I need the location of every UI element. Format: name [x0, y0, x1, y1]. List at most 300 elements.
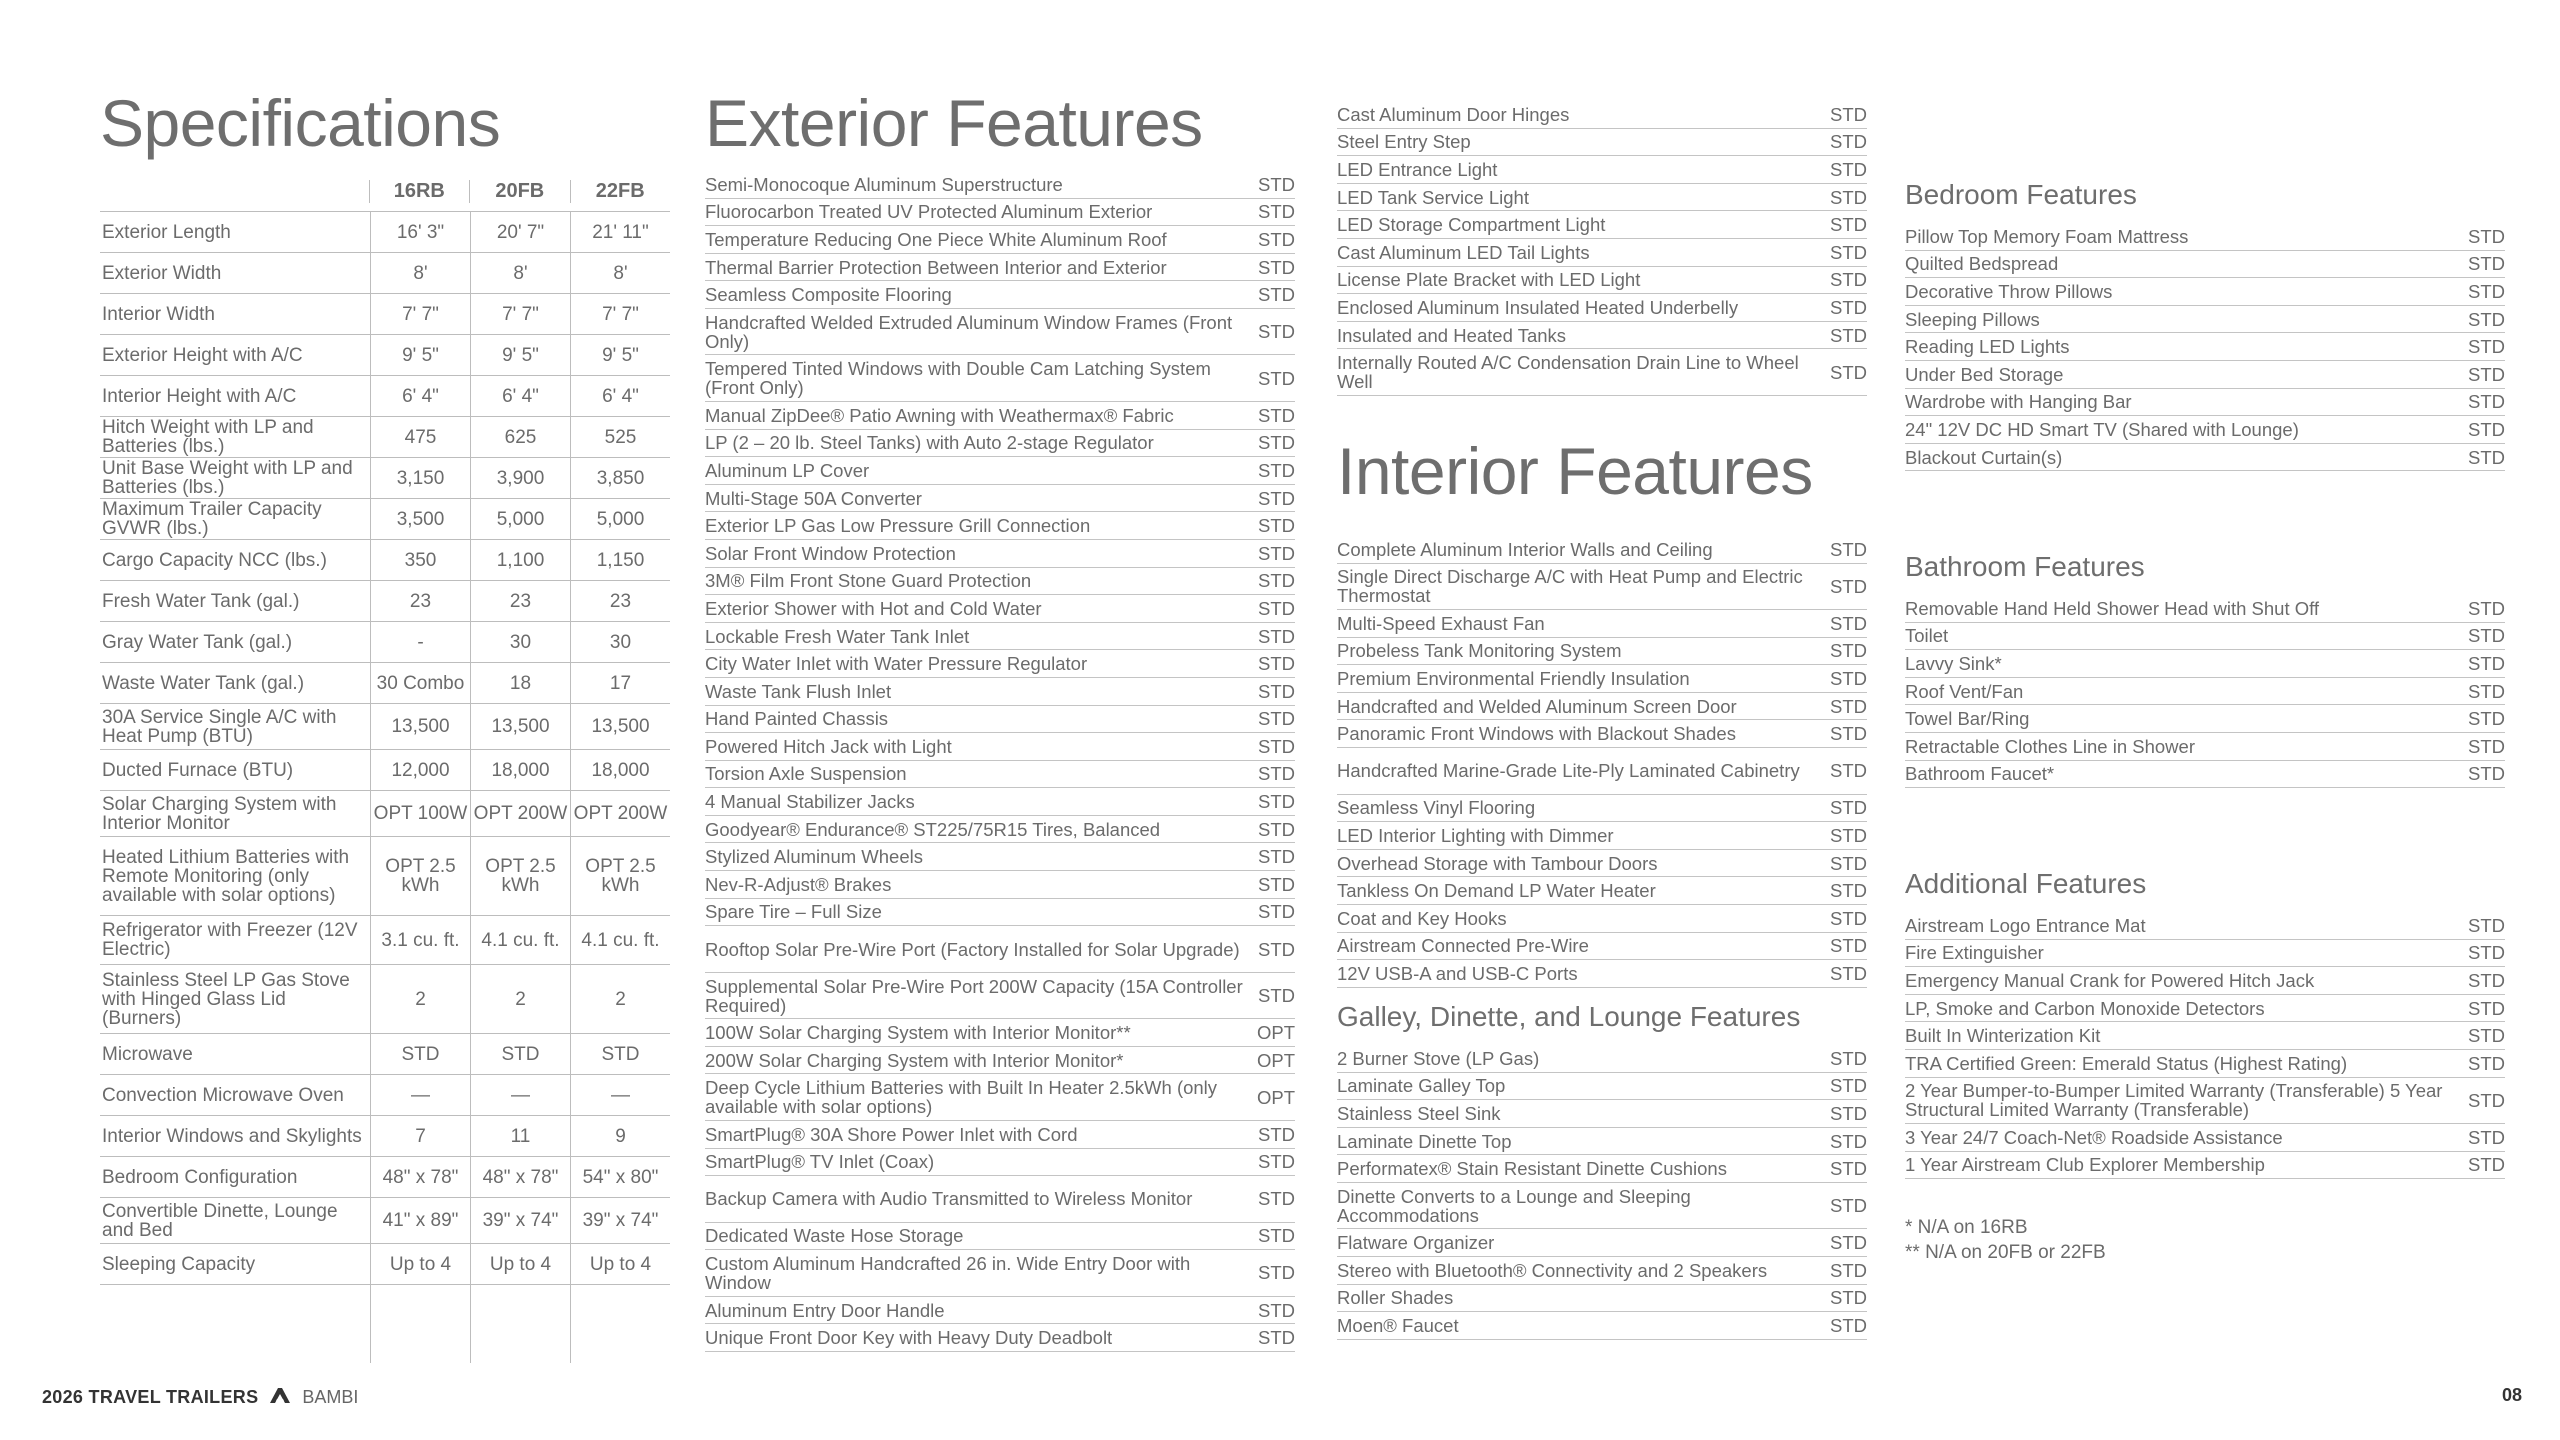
feature-row [1337, 156, 1867, 184]
feature-label: Moen® Faucet [1337, 1315, 1459, 1337]
feature-label: 12V USB-A and USB-C Ports [1337, 962, 1578, 984]
feature-status: STD [2468, 446, 2505, 468]
feature-status: STD [2468, 997, 2505, 1019]
spec-row [100, 253, 670, 294]
feature-status: STD [1830, 296, 1867, 318]
feature-label: Decorative Throw Pillows [1905, 280, 2113, 302]
spec-value: 6' 4" [570, 376, 670, 416]
feature-row [705, 595, 1295, 623]
spec-value: 39" x 74" [470, 1198, 570, 1243]
feature-label: 3 Year 24/7 Coach-Net® Roadside Assistance [1905, 1126, 2283, 1148]
feature-row [1905, 444, 2505, 472]
feature-row [705, 540, 1295, 568]
feature-row [705, 1149, 1295, 1177]
feature-label: LED Entrance Light [1337, 158, 1498, 180]
feature-row [1905, 306, 2505, 334]
spec-value: 8' [570, 253, 670, 293]
feature-label: Airstream Logo Entrance Mat [1905, 914, 2146, 936]
feature-status: STD [2468, 1126, 2505, 1148]
feature-row [705, 1074, 1295, 1121]
feature-row [1337, 564, 1867, 611]
feature-status: STD [2468, 1154, 2505, 1176]
spec-value: OPT 100W [370, 791, 470, 836]
spec-row [100, 1034, 670, 1075]
feature-label: Stereo with Bluetooth® Connectivity and 2 Speakers [1337, 1259, 1768, 1281]
feature-row [1905, 912, 2505, 940]
feature-label: 100W Solar Charging System with Interior Monitor** [705, 1022, 1131, 1044]
spec-label: Convertible Dinette, Lounge and Bed [102, 1200, 338, 1241]
feature-label: Goodyear® Endurance® ST225/75R15 Tires, Balanced [705, 818, 1161, 840]
feature-status: STD [1258, 404, 1295, 426]
spec-header-row [100, 171, 670, 212]
feature-row [1337, 638, 1867, 666]
feature-status: STD [1830, 797, 1867, 819]
spec-value: 18,000 [570, 750, 670, 790]
feature-row [1337, 349, 1867, 396]
additional-features-title: Additional Features [1905, 868, 2147, 899]
spec-value: 2 [470, 965, 570, 1033]
feature-status: STD [1258, 708, 1295, 730]
feature-row [1337, 1229, 1867, 1257]
exterior-features-continued-section [1337, 101, 1867, 396]
feature-status: STD [2468, 1089, 2505, 1111]
spec-label: Stainless Steel LP Gas Stove with Hinged Glass Lid (Burners) [102, 969, 350, 1029]
feature-label: Probeless Tank Monitoring System [1337, 640, 1622, 662]
spec-value: 6' 4" [470, 376, 570, 416]
spec-value: 625 [470, 417, 570, 457]
feature-label: LED Interior Lighting with Dimmer [1337, 824, 1614, 846]
feature-label: Coat and Key Hooks [1337, 907, 1507, 929]
interior-features-section [1337, 434, 1867, 988]
spec-value: 54" x 80" [570, 1157, 670, 1197]
feature-label: LP (2 – 20 lb. Steel Tanks) with Auto 2-stage Regulator [705, 432, 1154, 454]
feature-status: STD [1258, 938, 1295, 960]
spec-value: Up to 4 [570, 1244, 670, 1284]
spec-value: — [570, 1075, 670, 1115]
spec-row [100, 376, 670, 417]
feature-status: STD [2468, 735, 2505, 757]
feature-row [1905, 1022, 2505, 1050]
spec-row [100, 458, 670, 499]
feature-status: STD [1258, 846, 1295, 868]
spec-value: 30 Combo [370, 663, 470, 703]
feature-status: STD [1258, 432, 1295, 454]
feature-label: Semi-Monocoque Aluminum Superstructure [705, 173, 1063, 195]
bedroom-features-title: Bedroom Features [1905, 179, 2137, 210]
feature-row [705, 761, 1295, 789]
feature-row [705, 816, 1295, 844]
feature-status: STD [2468, 280, 2505, 302]
spec-value: 2 [370, 965, 470, 1033]
spec-label: Exterior Height with A/C [102, 344, 303, 366]
feature-label: Premium Environmental Friendly Insulation [1337, 668, 1690, 690]
feature-label: Blackout Curtain(s) [1905, 446, 2063, 468]
feature-label: Cast Aluminum Door Hinges [1337, 103, 1570, 125]
feature-row [1905, 623, 2505, 651]
spec-value: OPT 2.5 kWh [470, 837, 570, 915]
feature-status: STD [1830, 214, 1867, 236]
feature-status: STD [1830, 1315, 1867, 1337]
feature-label: Multi-Speed Exhaust Fan [1337, 612, 1545, 634]
feature-status: STD [1830, 575, 1867, 597]
spec-value: 30 [570, 622, 670, 662]
spec-value: 16' 3" [370, 212, 470, 252]
feature-row [705, 1223, 1295, 1251]
feature-status: STD [2468, 1025, 2505, 1047]
feature-label: Stainless Steel Sink [1337, 1102, 1501, 1124]
feature-label: Removable Hand Held Shower Head with Shut Off [1905, 597, 2320, 619]
feature-label: Fire Extinguisher [1905, 942, 2044, 964]
spec-value: 475 [370, 417, 470, 457]
feature-status: STD [2468, 418, 2505, 440]
feature-row [1337, 129, 1867, 157]
spec-value: STD [370, 1034, 470, 1074]
spec-table-tail [100, 1285, 670, 1363]
feature-row [705, 568, 1295, 596]
feature-label: 2 Burner Stove (LP Gas) [1337, 1047, 1540, 1069]
spec-value: 11 [470, 1116, 570, 1156]
feature-status: STD [1830, 907, 1867, 929]
feature-status: STD [1258, 873, 1295, 895]
feature-label: Aluminum LP Cover [705, 459, 870, 481]
feature-row [1337, 960, 1867, 988]
spec-label: Heated Lithium Batteries with Remote Monitoring (only available with solar options) [102, 846, 350, 906]
feature-label: Temperature Reducing One Piece White Aluminum Roof [705, 228, 1167, 250]
spec-value: 9' 5" [570, 335, 670, 375]
feature-label: 2 Year Bumper-to-Bumper Limited Warranty (Transferable) 5 Year Structural Limited Warranty (Transferable) [1905, 1080, 2443, 1121]
page-number: 08 [2502, 1385, 2523, 1405]
feature-status: STD [1830, 760, 1867, 782]
feature-label: Panoramic Front Windows with Blackout Shades [1337, 723, 1736, 745]
feature-status: STD [1258, 228, 1295, 250]
feature-row [1905, 595, 2505, 623]
spec-value: 4.1 cu. ft. [570, 916, 670, 964]
spec-value: OPT 2.5 kWh [570, 837, 670, 915]
bathroom-features-list [1905, 595, 2505, 788]
spec-value: 18 [470, 663, 570, 703]
feature-label: Fluorocarbon Treated UV Protected Aluminum Exterior [705, 201, 1153, 223]
feature-row [705, 623, 1295, 651]
spec-row [100, 1157, 670, 1198]
spec-value: 7' 7" [570, 294, 670, 334]
spec-value: 21' 11" [570, 212, 670, 252]
feature-row [1905, 278, 2505, 306]
galley-features-section [1337, 1003, 1867, 1340]
spec-value: OPT 2.5 kWh [370, 837, 470, 915]
feature-status: STD [1830, 695, 1867, 717]
feature-label: Aluminum Entry Door Handle [705, 1299, 945, 1321]
feature-status: STD [1830, 668, 1867, 690]
feature-row [1905, 223, 2505, 251]
feature-status: STD [1830, 640, 1867, 662]
spec-value: 39" x 74" [570, 1198, 670, 1243]
spec-label: Sleeping Capacity [102, 1253, 256, 1275]
feature-label: Internally Routed A/C Condensation Drain Line to Wheel Well [1337, 352, 1799, 393]
feature-label: SmartPlug® 30A Shore Power Inlet with Cord [705, 1123, 1078, 1145]
feature-label: Tankless On Demand LP Water Heater [1337, 880, 1656, 902]
feature-row [1905, 1152, 2505, 1180]
feature-status: STD [1830, 186, 1867, 208]
feature-label: Waste Tank Flush Inlet [705, 680, 892, 702]
feature-label: Exterior Shower with Hot and Cold Water [705, 597, 1042, 619]
spec-row [100, 581, 670, 622]
feature-label: Roller Shades [1337, 1287, 1454, 1309]
spec-row [100, 499, 670, 540]
feature-status: OPT [1256, 1049, 1295, 1071]
spec-value: — [370, 1075, 470, 1115]
spec-label: Refrigerator with Freezer (12V Electric) [102, 920, 358, 960]
feature-label: Roof Vent/Fan [1905, 680, 2024, 702]
spec-value: 9' 5" [470, 335, 570, 375]
feature-label: Torsion Axle Suspension [705, 763, 907, 785]
feature-label: 3M® Film Front Stone Guard Protection [705, 570, 1032, 592]
feature-label: Complete Aluminum Interior Walls and Ceiling [1337, 538, 1713, 560]
feature-label: 4 Manual Stabilizer Jacks [705, 791, 915, 813]
feature-label: Thermal Barrier Protection Between Interior and Exterior [705, 256, 1167, 278]
spec-value: 1,150 [570, 540, 670, 580]
feature-row [1337, 536, 1867, 564]
spec-value: Up to 4 [370, 1244, 470, 1284]
feature-row [1337, 211, 1867, 239]
feature-label: Hand Painted Chassis [705, 708, 889, 730]
feature-label: Dedicated Waste Hose Storage [705, 1225, 964, 1247]
feature-label: Reading LED Lights [1905, 336, 2070, 358]
feature-status: STD [1830, 538, 1867, 560]
spec-row [100, 965, 670, 1034]
spec-value: 8' [470, 253, 570, 293]
spec-tail-blank [100, 1285, 370, 1363]
feature-status: STD [1258, 542, 1295, 564]
feature-label: Overhead Storage with Tambour Doors [1337, 852, 1658, 874]
feature-label: Rooftop Solar Pre-Wire Port (Factory Installed for Solar Upgrade) [705, 938, 1240, 960]
footnote-2: ** N/A on 20FB or 22FB [1905, 1242, 2106, 1263]
feature-label: 24" 12V DC HD Smart TV (Shared with Lounge) [1905, 418, 2299, 440]
spec-row [100, 916, 670, 965]
feature-row [705, 512, 1295, 540]
feature-row [705, 355, 1295, 402]
feature-label: Retractable Clothes Line in Shower [1905, 735, 2195, 757]
feature-row [705, 871, 1295, 899]
model-header: 16RB [369, 180, 469, 203]
feature-status: STD [2468, 763, 2505, 785]
feature-label: Cast Aluminum LED Tail Lights [1337, 241, 1590, 263]
spec-value: 13,500 [470, 704, 570, 749]
feature-label: Lockable Fresh Water Tank Inlet [705, 625, 970, 647]
spec-value: 5,000 [570, 499, 670, 539]
feature-status: STD [1830, 612, 1867, 634]
feature-row [705, 843, 1295, 871]
feature-status: STD [1830, 723, 1867, 745]
additional-features-section [1905, 870, 2505, 1179]
feature-row [705, 733, 1295, 761]
spec-label: Solar Charging System with Interior Monitor [102, 793, 337, 834]
feature-status: STD [2468, 914, 2505, 936]
feature-status: STD [1258, 367, 1295, 389]
feature-label: License Plate Bracket with LED Light [1337, 269, 1641, 291]
spec-value: 13,500 [370, 704, 470, 749]
feature-row [1337, 905, 1867, 933]
feature-status: STD [1830, 158, 1867, 180]
feature-status: STD [1258, 1299, 1295, 1321]
feature-row [705, 1250, 1295, 1297]
feature-status: STD [2468, 1052, 2505, 1074]
bedroom-features-list [1905, 223, 2505, 471]
feature-label: Laminate Galley Top [1337, 1075, 1506, 1097]
feature-label: 200W Solar Charging System with Interior Monitor* [705, 1049, 1124, 1071]
interior-features-title: Interior Features [1337, 434, 1813, 508]
spec-value: 4.1 cu. ft. [470, 916, 570, 964]
spec-label: Microwave [102, 1043, 193, 1065]
feature-status: STD [2468, 597, 2505, 619]
spec-tail-cell [370, 1285, 470, 1363]
feature-label: Flatware Organizer [1337, 1232, 1495, 1254]
feature-row [1337, 610, 1867, 638]
bathroom-features-title: Bathroom Features [1905, 551, 2145, 582]
feature-status: OPT [1256, 1022, 1295, 1044]
feature-row [1337, 1183, 1867, 1230]
feature-row [1905, 1124, 2505, 1152]
feature-label: Laminate Dinette Top [1337, 1130, 1512, 1152]
spec-row [100, 704, 670, 750]
feature-status: STD [2468, 680, 2505, 702]
feature-label: Tempered Tinted Windows with Double Cam Latching System (Front Only) [705, 358, 1211, 399]
feature-row [1337, 1073, 1867, 1101]
feature-status: STD [2468, 625, 2505, 647]
feature-row [1337, 267, 1867, 295]
feature-status: STD [1258, 1225, 1295, 1247]
feature-row [1337, 101, 1867, 129]
feature-status: STD [2468, 708, 2505, 730]
spec-value: OPT 200W [470, 791, 570, 836]
feature-status: STD [1830, 1075, 1867, 1097]
spec-value: 3,150 [370, 458, 470, 498]
spec-value: 41" x 89" [370, 1198, 470, 1243]
spec-label: Unit Base Weight with LP and Batteries (lbs.) [102, 458, 353, 498]
feature-label: Powered Hitch Jack with Light [705, 735, 952, 757]
feature-row [705, 1121, 1295, 1149]
feature-status: STD [1258, 1123, 1295, 1145]
feature-row [705, 430, 1295, 458]
spec-value: 7 [370, 1116, 470, 1156]
model-header: 20FB [469, 180, 570, 203]
feature-row [1337, 1100, 1867, 1128]
spec-label: Interior Height with A/C [102, 385, 297, 407]
spec-value: 30 [470, 622, 570, 662]
spec-value: STD [570, 1034, 670, 1074]
feature-label: Seamless Composite Flooring [705, 284, 952, 306]
spec-label: Maximum Trailer Capacity GVWR (lbs.) [102, 499, 322, 539]
feature-label: Airstream Connected Pre-Wire [1337, 935, 1589, 957]
feature-label: Stylized Aluminum Wheels [705, 846, 923, 868]
feature-status: STD [1258, 597, 1295, 619]
spec-value: 7' 7" [370, 294, 470, 334]
feature-row [1905, 1078, 2505, 1125]
feature-row [705, 226, 1295, 254]
feature-row [1337, 720, 1867, 748]
feature-status: STD [1830, 1259, 1867, 1281]
feature-label: Supplemental Solar Pre-Wire Port 200W Capacity (15A Controller Required) [705, 975, 1243, 1016]
feature-row [705, 309, 1295, 356]
spec-row [100, 750, 670, 791]
feature-status: STD [1258, 256, 1295, 278]
spec-label: 30A Service Single A/C with Heat Pump (BTU) [102, 706, 337, 747]
model-header: 22FB [595, 179, 645, 202]
feature-status: STD [1830, 1047, 1867, 1069]
feature-row [705, 1176, 1295, 1223]
feature-status: STD [1258, 173, 1295, 195]
feature-label: TRA Certified Green: Emerald Status (Highest Rating) [1905, 1052, 2348, 1074]
feature-status: STD [2468, 652, 2505, 674]
spec-value: 350 [370, 540, 470, 580]
spec-value: 5,000 [470, 499, 570, 539]
feature-row [705, 1047, 1295, 1075]
spec-label: Exterior Width [102, 262, 222, 284]
footer-brand [42, 1385, 358, 1410]
spec-label: Ducted Furnace (BTU) [102, 759, 294, 781]
feature-label: Wardrobe with Hanging Bar [1905, 391, 2132, 413]
feature-status: STD [1830, 1195, 1867, 1217]
feature-row [1905, 967, 2505, 995]
feature-label: Custom Aluminum Handcrafted 26 in. Wide Entry Door with Window [705, 1252, 1191, 1293]
spec-value: STD [470, 1034, 570, 1074]
spec-label: Cargo Capacity NCC (lbs.) [102, 549, 327, 571]
feature-row [1337, 184, 1867, 212]
spec-value: Up to 4 [470, 1244, 570, 1284]
feature-label: Performatex® Stain Resistant Dinette Cushions [1337, 1158, 1727, 1180]
feature-row [705, 788, 1295, 816]
feature-label: Deep Cycle Lithium Batteries with Built In Heater 2.5kWh (only available with solar options) [705, 1077, 1218, 1118]
feature-status: STD [2468, 336, 2505, 358]
feature-label: Enclosed Aluminum Insulated Heated Underbelly [1337, 296, 1739, 318]
feature-label: Multi-Stage 50A Converter [705, 487, 922, 509]
feature-row [705, 650, 1295, 678]
spec-label: Hitch Weight with LP and Batteries (lbs.) [102, 417, 314, 457]
spec-value: 23 [570, 581, 670, 621]
feature-row [1337, 1128, 1867, 1156]
feature-label: Pillow Top Memory Foam Mattress [1905, 225, 2189, 247]
spec-label: Waste Water Tank (gal.) [102, 672, 305, 694]
feature-status: STD [1830, 1130, 1867, 1152]
footnote-1: * N/A on 16RB [1905, 1217, 2028, 1238]
spec-value: 7' 7" [470, 294, 570, 334]
feature-row [1905, 995, 2505, 1023]
feature-status: STD [1258, 321, 1295, 343]
feature-label: Unique Front Door Key with Heavy Duty Deadbolt [705, 1327, 1113, 1349]
feature-label: Spare Tire – Full Size [705, 901, 882, 923]
feature-status: STD [1258, 735, 1295, 757]
footer-model: BAMBI [302, 1387, 359, 1407]
feature-row [1337, 1312, 1867, 1340]
feature-row [1337, 1045, 1867, 1073]
feature-status: STD [1258, 459, 1295, 481]
feature-row [705, 199, 1295, 227]
feature-status: STD [1258, 1262, 1295, 1284]
spec-value: 3.1 cu. ft. [370, 916, 470, 964]
feature-status: STD [1830, 241, 1867, 263]
spec-row [100, 1116, 670, 1157]
feature-status: STD [1830, 880, 1867, 902]
spec-label: Convection Microwave Oven [102, 1084, 344, 1106]
feature-status: STD [1258, 284, 1295, 306]
feature-row [1337, 693, 1867, 721]
feature-status: STD [1258, 791, 1295, 813]
feature-label: Handcrafted Welded Extruded Aluminum Window Frames (Front Only) [705, 311, 1233, 352]
spec-value: 23 [470, 581, 570, 621]
feature-row [705, 171, 1295, 199]
spec-value: 8' [370, 253, 470, 293]
feature-row [1905, 389, 2505, 417]
spec-value: 3,500 [370, 499, 470, 539]
